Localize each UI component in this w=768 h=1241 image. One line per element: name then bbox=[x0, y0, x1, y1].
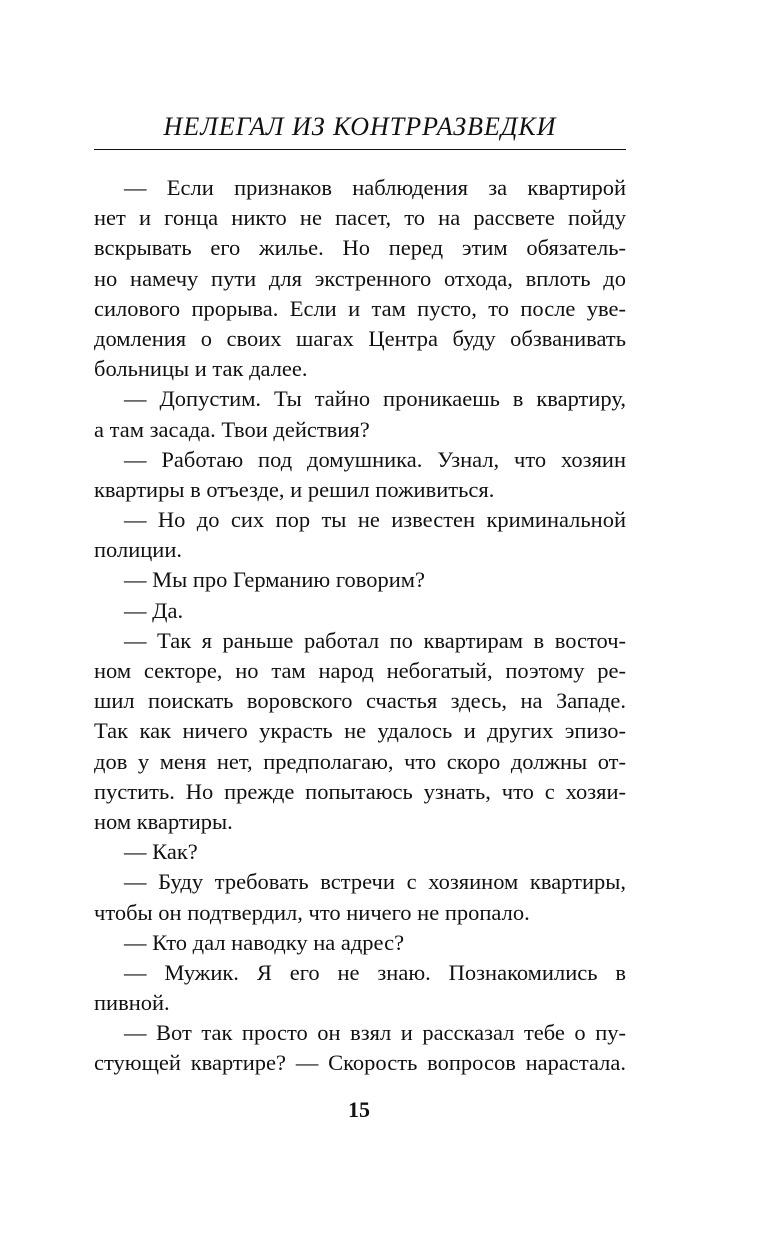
text-line: — Работаю под домушника. Узнал, что хозяин bbox=[124, 446, 626, 472]
text-line: стующей квартире? — Скорость вопросов нарастала. bbox=[94, 1050, 626, 1076]
text-line: дов у меня нет, предполагаю, что скоро должны от- bbox=[94, 748, 626, 774]
text-line: больницы и так далее. bbox=[94, 356, 308, 382]
text-line: — Да. bbox=[124, 597, 184, 623]
text-line: — Так я раньше работал по квартирам в восточ- bbox=[124, 627, 626, 653]
text-line: а там засада. Твои действия? bbox=[94, 416, 370, 442]
text-line: — Кто дал наводку на адрес? bbox=[124, 929, 405, 955]
text-line: силового прорыва. Если и там пусто, то после уве- bbox=[94, 295, 626, 321]
text-line: ном секторе, но там народ небогатый, поэтому ре- bbox=[94, 658, 626, 683]
text-line: — Допустим. Ты тайно проникаешь в квартиру, bbox=[124, 386, 626, 412]
header-rule bbox=[94, 149, 626, 150]
text-line: — Буду требовать встречи с хозяином квартиры, bbox=[124, 869, 626, 895]
text-line: квартиры в отъезде, и решил поживиться. bbox=[94, 476, 495, 502]
text-line: вскрывать его жилье. Но перед этим обязатель- bbox=[94, 235, 626, 261]
text-line: пивной. bbox=[94, 990, 170, 1016]
body-text bbox=[94, 173, 626, 1079]
text-line: Так как ничего украсть не удалось и других эпизо- bbox=[94, 718, 626, 744]
text-line: полиции. bbox=[94, 537, 183, 563]
text-line: — Как? bbox=[124, 839, 198, 865]
text-line: — Но до сих пор ты не известен криминальной bbox=[124, 507, 626, 533]
text-line: нет и гонца никто не пасет, то на рассвете пойду bbox=[94, 205, 626, 231]
text-line: но намечу пути для экстренного отхода, вплоть до bbox=[94, 265, 626, 291]
text-line: — Если признаков наблюдения за квартирой bbox=[124, 175, 626, 200]
text-line: — Мужик. Я его не знаю. Познакомились в bbox=[124, 959, 626, 985]
text-line: пустить. Но прежде попытаюсь узнать, что с хозяи- bbox=[94, 778, 626, 804]
text-line: ном квартиры. bbox=[94, 808, 233, 834]
running-head: НЕЛЕГАЛ ИЗ КОНТРРАЗВЕДКИ bbox=[163, 112, 557, 141]
text-line: чтобы он подтвердил, что ничего не пропало. bbox=[94, 899, 530, 925]
text-line: — Вот так просто он взял и рассказал тебе о пу- bbox=[124, 1020, 626, 1046]
text-line: домления о своих шагах Центра буду обзванивать bbox=[94, 325, 626, 351]
page-number: 15 bbox=[348, 1097, 370, 1122]
text-line: шил поискать воровского счастья здесь, на Западе. bbox=[94, 688, 626, 714]
text-line: — Мы про Германию говорим? bbox=[124, 567, 425, 593]
